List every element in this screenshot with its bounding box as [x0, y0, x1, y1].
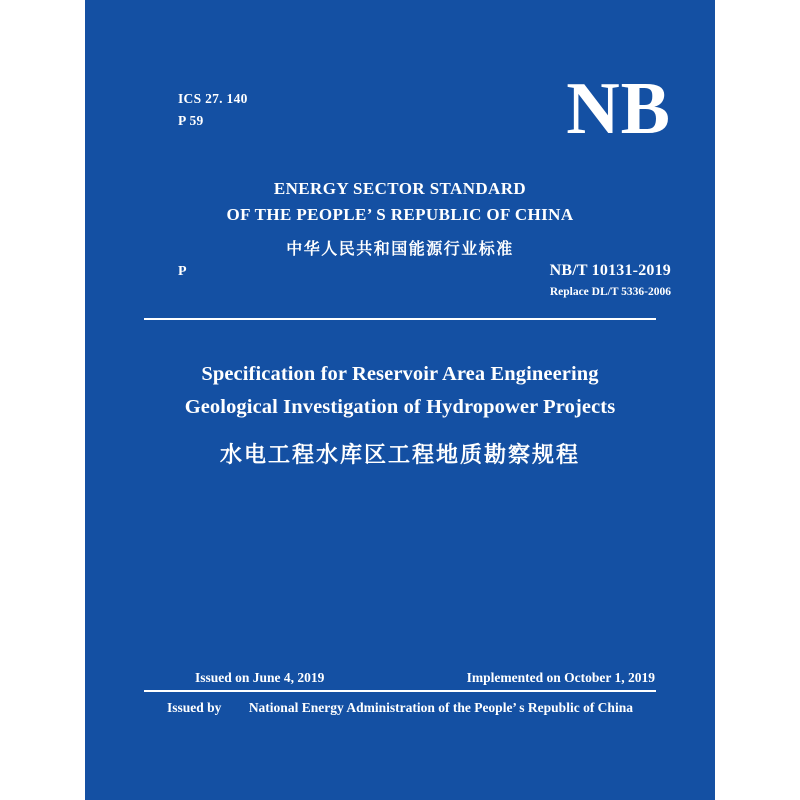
title-english-line1: Specification for Reservoir Area Engineering	[201, 363, 599, 385]
document-title	[85, 358, 715, 469]
organization-chinese: 中华人民共和国能源行业标准	[286, 238, 514, 258]
organization-line1: ENERGY SECTOR STANDARD	[273, 179, 527, 198]
implemented-on-date: Implemented on October 1, 2019	[466, 670, 655, 685]
standard-identifier-row	[85, 262, 715, 310]
divider-top	[144, 318, 656, 320]
cover-header	[85, 68, 715, 162]
classification-code: P 59	[178, 113, 204, 129]
issuing-organization	[85, 176, 715, 259]
category-letter: P	[178, 264, 187, 279]
ics-number: ICS 27. 140	[178, 91, 248, 106]
divider-bottom	[144, 690, 656, 692]
title-english-line2: Geological Investigation of Hydropower Projects	[184, 396, 616, 419]
ics-block	[178, 88, 248, 133]
replace-note: Replace DL/T 5336-2006	[549, 286, 671, 298]
issued-by-label: Issued by	[167, 700, 222, 715]
title-chinese: 水电工程水库区工程地质勘察规程	[219, 443, 580, 469]
standard-cover-page	[85, 0, 715, 800]
standard-number: NB/T 10131-2019	[549, 262, 671, 279]
nb-logo: NB	[566, 68, 671, 150]
dates-row	[85, 670, 715, 690]
issued-by-value: National Energy Administration of the People’ s Republic of China	[248, 700, 633, 715]
issued-on-date: Issued on June 4, 2019	[195, 670, 325, 685]
issuer-row	[85, 700, 715, 716]
organization-line2: OF THE PEOPLE’ S REPUBLIC OF CHINA	[226, 205, 574, 225]
